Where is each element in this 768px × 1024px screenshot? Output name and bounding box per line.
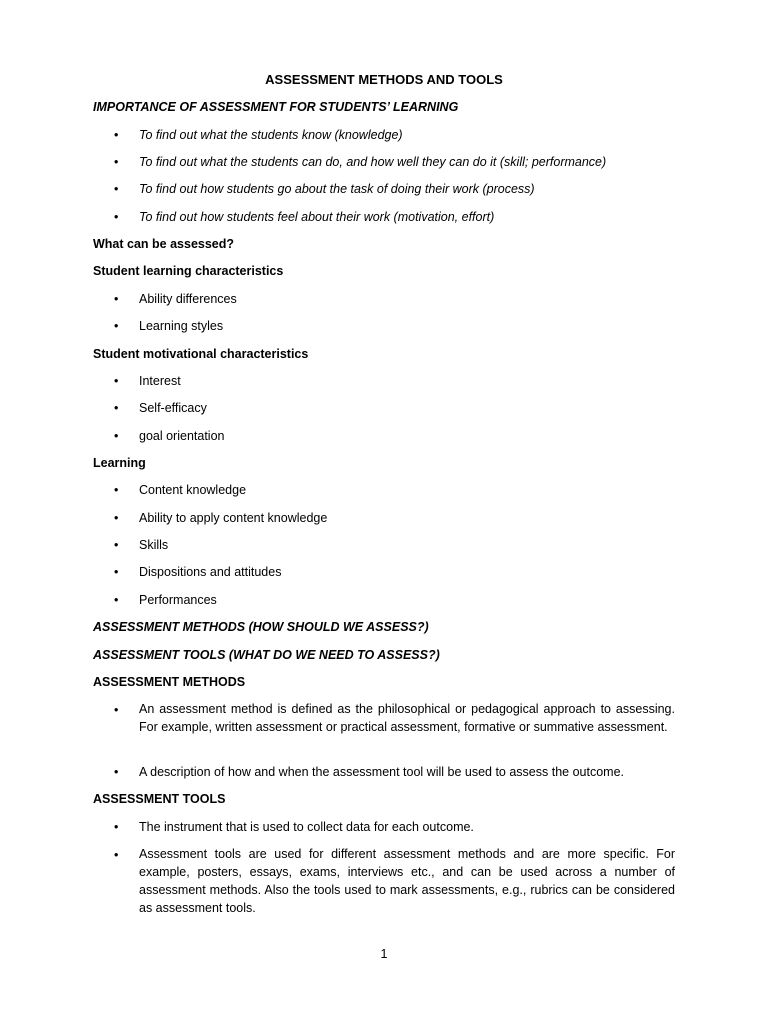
importance-item: To find out how students feel about their work (motivation, effort) xyxy=(139,210,495,224)
bullet-icon: • xyxy=(114,593,119,607)
bullet-icon: • xyxy=(114,182,119,196)
bullet-icon: • xyxy=(114,538,119,552)
learning-item: Content knowledge xyxy=(139,483,247,497)
bullet-icon: • xyxy=(114,319,119,333)
bullet-icon: • xyxy=(114,429,119,443)
assessment-methods-heading: ASSESSMENT METHODS xyxy=(93,675,246,689)
bullet-icon: • xyxy=(114,374,119,388)
learning-item: Ability to apply content knowledge xyxy=(139,511,328,525)
what-heading: What can be assessed? xyxy=(93,237,235,251)
page-number: 1 xyxy=(380,947,388,961)
bullet-icon: • xyxy=(114,155,119,169)
methods-item: An assessment method is defined as the philosophical or pedagogical approach to assessing. For example, written assessment or practical assessment, formative or summative assessment. xyxy=(139,702,675,734)
importance-item: To find out what the students can do, and how well they can do it (skill; performance) xyxy=(139,155,607,169)
importance-heading: IMPORTANCE OF ASSESSMENT FOR STUDENTS’ LEARNING xyxy=(93,100,459,114)
importance-item: To find out what the students know (knowledge) xyxy=(139,128,403,142)
assessment-tools-heading: ASSESSMENT TOOLS xyxy=(93,792,226,806)
motivational-heading: Student motivational characteristics xyxy=(93,347,309,361)
learning-item: Performances xyxy=(139,593,217,607)
tools-item: Assessment tools are used for different assessment methods and are more specific. For example, posters, essays, exams, interviews etc., and can be used across a number of assessment methods. Also the tools used to mark assessments, e.g., rubrics can be considered as assessment tools. xyxy=(139,847,675,915)
motivational-item: Self-efficacy xyxy=(139,401,207,415)
learning-item: Skills xyxy=(139,538,169,552)
methods-how-heading: ASSESSMENT METHODS (HOW SHOULD WE ASSESS?) xyxy=(93,620,429,634)
learning-characteristics-item: Ability differences xyxy=(139,292,237,306)
motivational-item: Interest xyxy=(139,374,181,388)
bullet-icon: • xyxy=(114,511,119,525)
tools-item: The instrument that is used to collect data for each outcome. xyxy=(139,820,474,834)
bullet-icon: • xyxy=(114,483,119,497)
bullet-icon: • xyxy=(114,848,119,862)
learning-characteristics-heading: Student learning characteristics xyxy=(93,264,284,278)
learning-item: Dispositions and attitudes xyxy=(139,565,282,579)
document-title: ASSESSMENT METHODS AND TOOLS xyxy=(265,72,503,87)
tools-what-heading: ASSESSMENT TOOLS (WHAT DO WE NEED TO ASSESS?) xyxy=(93,648,440,662)
bullet-icon: • xyxy=(114,128,119,142)
bullet-icon: • xyxy=(114,703,119,717)
bullet-icon: • xyxy=(114,765,119,779)
bullet-icon: • xyxy=(114,210,119,224)
motivational-item: goal orientation xyxy=(139,429,225,443)
importance-item: To find out how students go about the task of doing their work (process) xyxy=(139,182,535,196)
bullet-icon: • xyxy=(114,820,119,834)
bullet-icon: • xyxy=(114,401,119,415)
learning-heading: Learning xyxy=(93,456,146,470)
bullet-icon: • xyxy=(114,565,119,579)
bullet-icon: • xyxy=(114,292,119,306)
learning-characteristics-item: Learning styles xyxy=(139,319,224,333)
methods-item: A description of how and when the assessment tool will be used to assess the outcome. xyxy=(139,765,624,779)
